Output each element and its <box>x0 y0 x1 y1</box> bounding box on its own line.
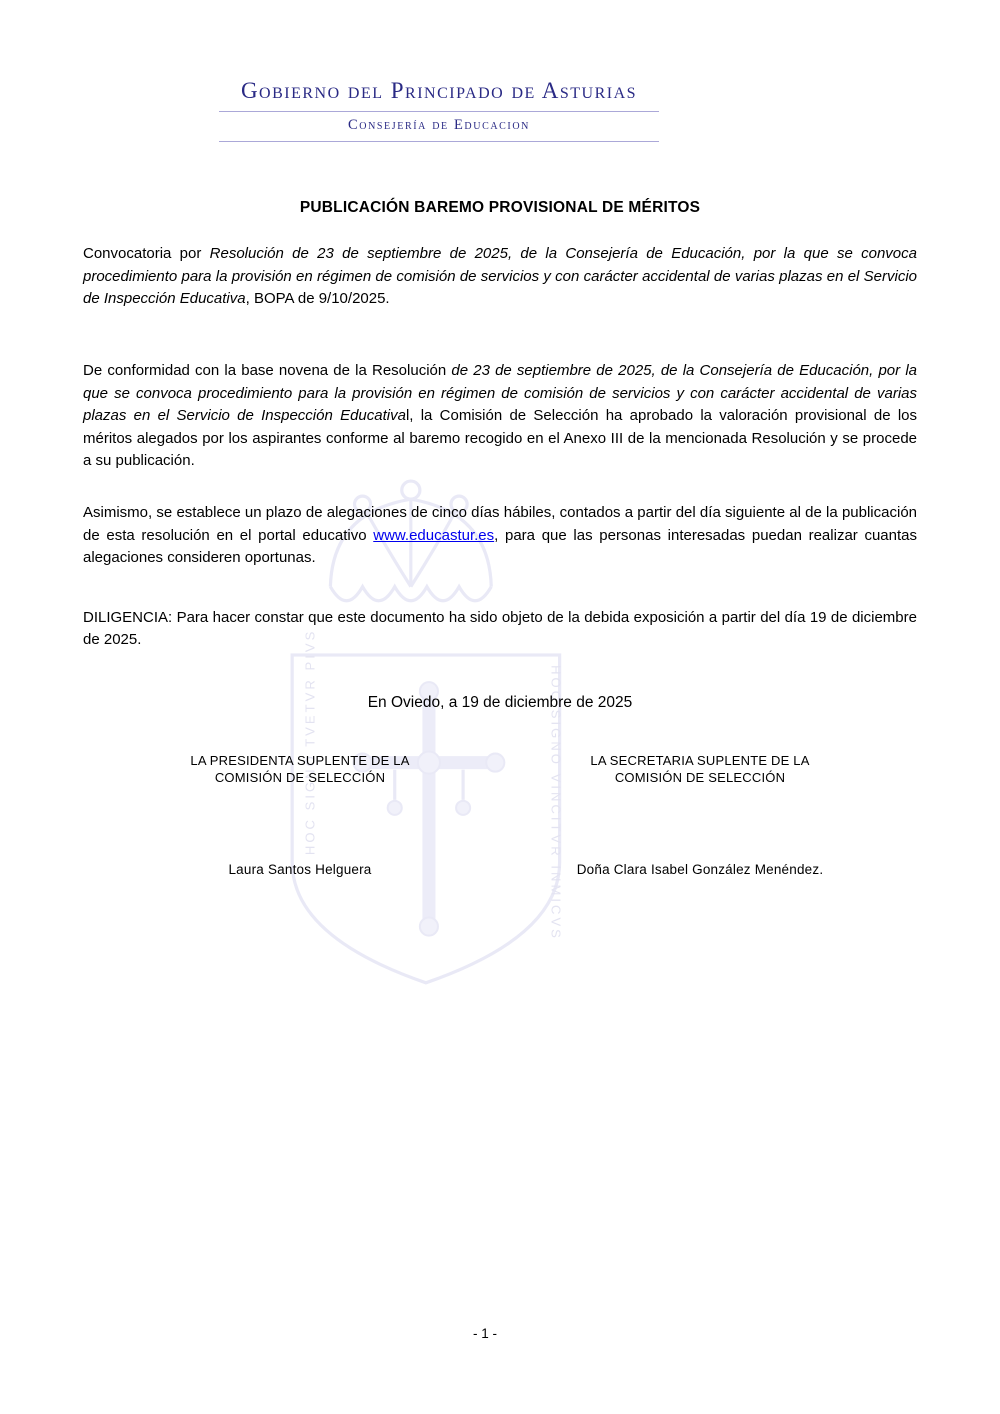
president-name: Laura Santos Helguera <box>228 861 372 877</box>
dateline: En Oviedo, a 19 de diciembre de 2025 <box>367 693 633 711</box>
paragraph-conformidad <box>83 360 917 472</box>
secretary-name: Doña Clara Isabel González Menéndez. <box>576 861 824 877</box>
page-number: - 1 - <box>472 1326 497 1341</box>
paragraph2-lead: De conformidad con la base novena de la Resolución <box>83 362 452 380</box>
paragraph1-tail: , BOPA de 9/10/2025. <box>245 290 390 308</box>
president-signature-role <box>150 752 450 786</box>
secretary-role-line2: COMISIÓN DE SELECCIÓN <box>614 769 786 785</box>
paragraph-alegaciones <box>83 502 917 569</box>
signature-names-row <box>150 861 850 878</box>
government-name: Gobierno del Principado de Asturias <box>240 78 638 103</box>
secretary-role-line1: LA SECRETARIA SUPLENTE DE LA <box>590 752 810 768</box>
educastur-link[interactable]: www.educastur.es <box>373 526 495 544</box>
letterhead <box>219 78 659 142</box>
header-rule-bottom <box>219 141 659 142</box>
signature-roles-row <box>150 752 850 786</box>
header-rule-top <box>219 111 659 112</box>
paragraph1-resolution-reference: Resolución de 23 de septiembre de 2025, de la Consejería de Educación, por la que se convoca procedimiento para la provisión en régimen de comisión de servicios y con carácter accidental de varias plazas en el Servicio de Inspección Educativa <box>83 245 917 308</box>
department-name: Consejería de Educacion <box>347 117 531 134</box>
paragraph2-resolution-reference: de 23 de septiembre de 2025, de la Consejería de Educación, por la que se convoca procedimiento para la provisión en régimen de comisión de servicios y con carácter accidental de varias plazas en el Servicio de Inspección Educativa <box>83 362 917 425</box>
paragraph3-tail: , para que las personas interesadas puedan realizar cuantas alegaciones consideren oportunas. <box>83 526 917 567</box>
document-body <box>83 243 917 651</box>
watermark-left-motto: HOC SIGNO TVETVR PIVS <box>302 628 318 856</box>
paragraph-diligencia: DILIGENCIA: Para hacer constar que este documento ha sido objeto de la debida exposición a partir del día 19 de diciembre de 2025. <box>83 608 917 649</box>
watermark-right-motto: HOC SIGNO VINCITVR INMICVS <box>548 665 564 941</box>
secretary-signature-role <box>550 752 850 786</box>
paragraph2-tail: l, la Comisión de Selección ha aprobado la valoración provisional de los méritos alegados por los aspirantes conforme al baremo recogido en el Anexo III de la mencionada Resolución y se procede a su publicación. <box>83 407 918 470</box>
president-role-line1: LA PRESIDENTA SUPLENTE DE LA <box>190 752 410 768</box>
paragraph1-lead: Convocatoria por <box>83 245 210 263</box>
president-role-line2: COMISIÓN DE SELECCIÓN <box>214 769 386 785</box>
paragraph3-lead: Asimismo, se establece un plazo de alegaciones de cinco días hábiles, contados a partir del día siguiente al de la publicación de esta resolución en el portal educativo <box>83 504 917 544</box>
paragraph-convocatoria <box>83 243 917 310</box>
document-title: PUBLICACIÓN BAREMO PROVISIONAL DE MÉRITOS <box>299 199 701 217</box>
